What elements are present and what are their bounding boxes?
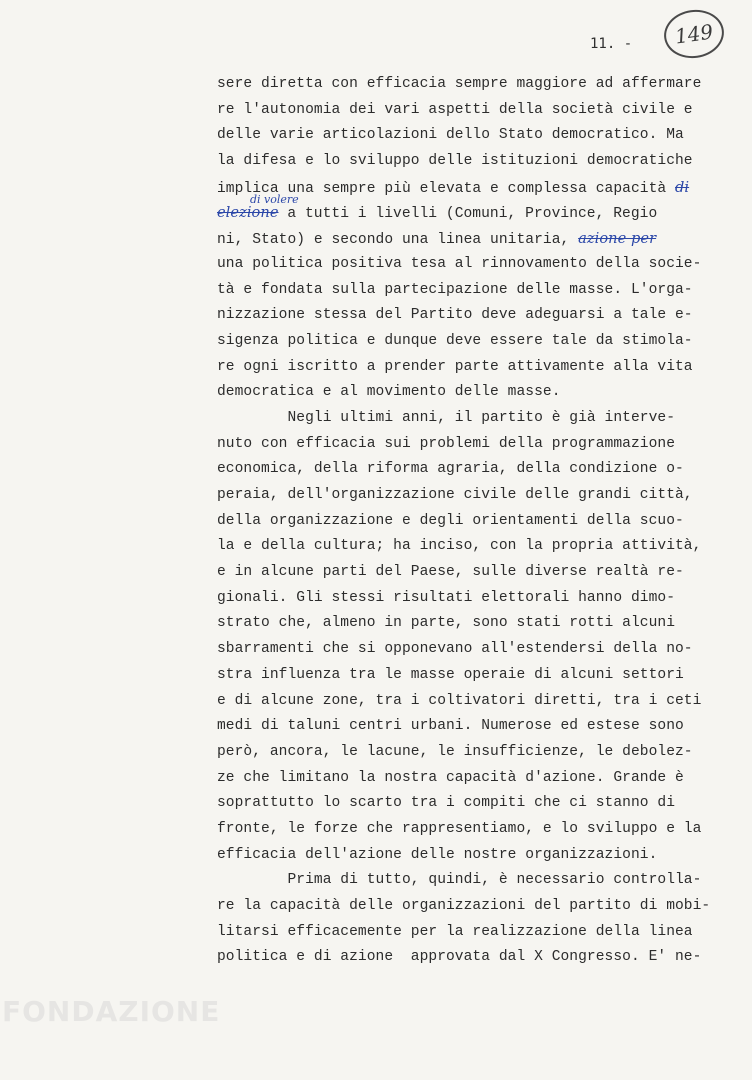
- text-line: [217, 200, 697, 226]
- text-line: [217, 175, 697, 201]
- text-line: della organizzazione e degli orientamenti della scuo-: [217, 512, 684, 529]
- text-line: democratica e al movimento delle masse.: [217, 384, 561, 401]
- text-line: sigenza politica e dunque deve essere tale da stimola-: [217, 332, 693, 349]
- text-line: però, ancora, le lacune, le insufficienze, le debolez-: [217, 743, 693, 760]
- text-line: sbarramenti che si opponevano all'estendersi della no-: [217, 641, 693, 658]
- text-line: una politica positiva tesa al rinnovamento della socie-: [217, 255, 702, 272]
- text-line: efficacia dell'azione delle nostre organizzazioni.: [217, 846, 658, 863]
- text-line: politica e di azione approvata dal X Congresso. E' ne-: [217, 949, 702, 966]
- text-line: e in alcune parti del Paese, sulle diverse realtà re-: [217, 564, 684, 581]
- archive-stamp-number: 149: [673, 19, 715, 49]
- struck-word: elezione: [217, 204, 279, 222]
- text-line: medi di taluni centri urbani. Numerose ed estese sono: [217, 718, 684, 735]
- text-line: strato che, almeno in parte, sono stati rotti alcuni: [217, 615, 675, 632]
- text-line: nuto con efficacia sui problemi della programmazione: [217, 435, 675, 452]
- text-line: re l'autonomia dei vari aspetti della società civile e: [217, 101, 693, 118]
- text-line: nizzazione stessa del Partito deve adeguarsi a tale e-: [217, 307, 693, 324]
- typed-text-body: [217, 72, 711, 971]
- page-number: 11. -: [590, 36, 633, 52]
- text-line: la e della cultura; ha inciso, con la propria attività,: [217, 538, 702, 555]
- text-line: stra influenza tra le masse operaie di alcuni settori: [217, 666, 684, 683]
- text-line: [217, 226, 697, 252]
- text-segment: ni, Stato) e secondo una linea unitaria,: [217, 232, 570, 249]
- text-line: economica, della riforma agraria, della condizione o-: [217, 461, 684, 478]
- text-line: re la capacità delle organizzazioni del partito di mobi-: [217, 898, 711, 914]
- text-line: tà e fondata sulla partecipazione delle masse. L'orga-: [217, 281, 693, 298]
- text-line: soprattutto lo scarto tra i compiti che ci stanno di: [217, 795, 675, 812]
- text-line: sere diretta con efficacia sempre maggiore ad affermare: [217, 76, 702, 92]
- handwritten-annotation: di volere: [250, 193, 299, 206]
- text-line: fronte, le forze che rappresentiamo, e lo sviluppo e la: [217, 820, 702, 837]
- text-line: ze che limitano la nostra capacità d'azione. Grande è: [217, 769, 684, 786]
- text-line: gionali. Gli stessi risultati elettorali hanno dimo-: [217, 589, 675, 606]
- struck-word: di: [675, 178, 690, 196]
- text-line: re ogni iscritto a prender parte attivamente alla vita: [217, 358, 693, 375]
- text-line: la difesa e lo sviluppo delle istituzioni democratiche: [217, 153, 693, 170]
- text-line: Negli ultimi anni, il partito è già interve-: [217, 409, 675, 426]
- text-segment: implica una sempre più elevata e complessa capacità: [217, 180, 667, 197]
- text-line: e di alcune zone, tra i coltivatori diretti, tra i ceti: [217, 692, 702, 709]
- archive-stamp: [661, 6, 727, 62]
- text-line: litarsi efficacemente per la realizzazione della linea: [217, 923, 693, 940]
- watermark: FONDAZIONE: [2, 995, 221, 1028]
- text-line: Prima di tutto, quindi, è necessario controlla-: [217, 872, 702, 889]
- text-line: peraia, dell'organizzazione civile delle grandi città,: [217, 487, 693, 503]
- struck-word: azione per: [578, 230, 657, 248]
- text-segment: a tutti i livelli (Comuni, Province, Regio: [287, 206, 658, 223]
- text-line: delle varie articolazioni dello Stato democratico. Ma: [217, 127, 684, 144]
